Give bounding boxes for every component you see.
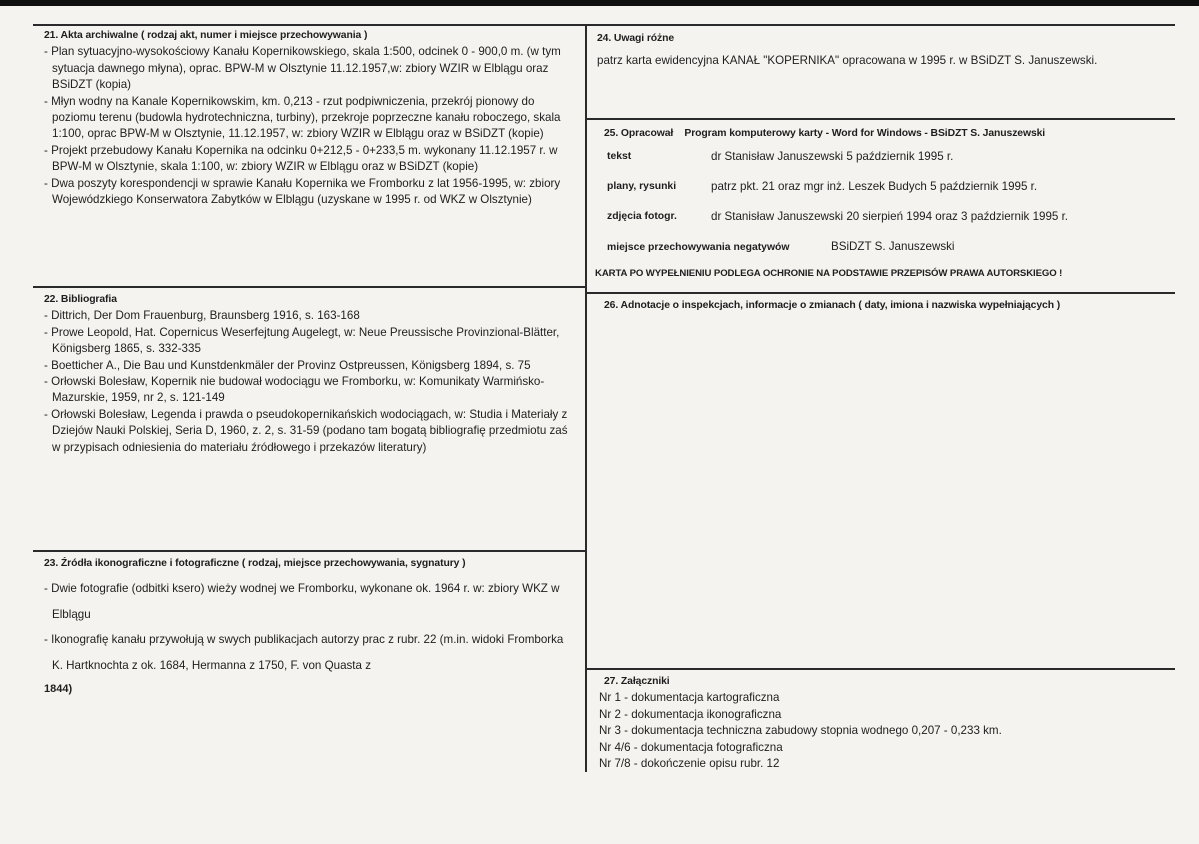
section-27-title: 27. Załączniki bbox=[604, 676, 670, 687]
section-25-header bbox=[604, 126, 1045, 139]
grid-line-top bbox=[33, 24, 1175, 26]
attachment-item: Nr 7/8 - dokończenie opisu rubr. 12 bbox=[599, 757, 780, 771]
grid-line-left-2 bbox=[33, 550, 586, 552]
list-item: - Plan sytuacyjno-wysokościowy Kanału Kopernikowskiego, skala 1:500, odcinek 0 - 900,0 m. (w tym sytuacja dawnego młyna), oprac. BPW-M w Olsztynie 11.12.1957,w: zbiory WZIR w Elblągu oraz BSiDZT (kopia) bbox=[44, 44, 576, 93]
list-item: - Młyn wodny na Kanale Kopernikowskim, km. 0,213 - rzut podpiwniczenia, przekrój pionowy do poziomu terenu (budowla hydrotechniczna, turbiny), przekroje poprzeczne kanału roboczego, skala 1:100, oprac BPW-M w Olsztynie, 11.12.1957, w: zbiory WZIR w Elblągu oraz w BSiDZT (kopie) bbox=[44, 94, 576, 143]
list-item: - Orłowski Bolesław, Legenda i prawda o pseudokopernikańskich wodociągach, w: Studia i Materiały z Dziejów Nauki Polskiej, Seria D, 1960, z. 2, s. 31-59 (podano tam bogatą bibliografię przedmiotu zaś w przypisach odniesienia do materiału źródłowego i przekazów literatury) bbox=[44, 407, 576, 456]
list-item: - Projekt przebudowy Kanału Kopernika na odcinku 0+212,5 - 0+233,5 m. wykonany 11.12.1957 r. w BPW-M w Olsztynie, skala 1:100, w: zbiory WZIR w Elblągu oraz w BSiDZT (kopie) bbox=[44, 143, 576, 176]
scan-border bbox=[0, 0, 1199, 6]
list-item-continuation: 1844) bbox=[44, 683, 73, 696]
list-item: - Prowe Leopold, Hat. Copernicus Weserfejtung Augelegt, w: Neue Preussische Provinzional-Blätter, Königsberg 1865, s. 332-335 bbox=[44, 325, 576, 358]
grid-line-left-1 bbox=[33, 286, 586, 288]
value-negatives-location: BSiDZT S. Januszewski bbox=[831, 240, 955, 253]
grid-line-right-1 bbox=[586, 118, 1175, 120]
attachment-item: Nr 1 - dokumentacja kartograficzna bbox=[599, 691, 780, 705]
remarks-text: patrz karta ewidencyjna KANAŁ "KOPERNIKA" opracowana w 1995 r. w BSiDZT S. Januszewski. bbox=[597, 54, 1098, 68]
label-plans: plany, rysunki bbox=[607, 181, 677, 192]
label-text: tekst bbox=[607, 151, 632, 162]
section-inspection-notes bbox=[604, 298, 1170, 314]
section-attachments bbox=[599, 674, 1165, 772]
section-iconographic-sources bbox=[44, 556, 576, 700]
list-item: - Boetticher A., Die Bau und Kunstdenkmäler der Provinz Ostpreussen, Königsberg 1894, s. 75 bbox=[44, 358, 576, 374]
grid-line-center bbox=[585, 24, 587, 772]
attachment-item: Nr 4/6 - dokumentacja fotograficzna bbox=[599, 740, 783, 754]
software-info: Program komputerowy karty - Word for Windows - BSiDZT S. Januszewski bbox=[684, 128, 1046, 139]
section-24-title: 24. Uwagi różne bbox=[597, 33, 675, 44]
grid-line-right-3 bbox=[586, 668, 1175, 670]
section-archival-records bbox=[44, 28, 576, 208]
value-text: dr Stanisław Januszewski 5 październik 1995 r. bbox=[711, 150, 954, 163]
list-item: - Ikonografię kanału przywołują w swych publikacjach autorzy prac z rubr. 22 (m.in. widoki Fromborka K. Hartknochta z ok. 1684, Hermanna z 1750, F. von Quasta z bbox=[44, 627, 576, 678]
grid-line-right-2 bbox=[586, 292, 1175, 294]
section-22-title: 22. Bibliografia bbox=[44, 294, 117, 305]
value-photos: dr Stanisław Januszewski 20 sierpień 1994 oraz 3 październik 1995 r. bbox=[711, 210, 1069, 223]
section-23-title: 23. Źródła ikonograficzne i fotograficzne ( rodzaj, miejsce przechowywania, sygnatury ) bbox=[44, 558, 466, 569]
list-item: - Orłowski Bolesław, Kopernik nie budował wodociągu we Fromborku, w: Komunikaty Warmińsko-Mazurskie, 1959, nr 2, s. 121-149 bbox=[44, 374, 576, 407]
attachment-item: Nr 2 - dokumentacja ikonograficzna bbox=[599, 707, 782, 721]
list-item: - Dwie fotografie (odbitki ksero) wieży wodnej we Fromborku, wykonane ok. 1964 r. w: zbiory WKZ w Elblągu bbox=[44, 576, 576, 627]
section-26-title: 26. Adnotacje o inspekcjach, informacje o zmianach ( daty, imiona i nazwiska wypełniających ) bbox=[604, 300, 1061, 311]
section-25-title: 25. Opracował bbox=[604, 128, 674, 139]
attachment-item: Nr 3 - dokumentacja techniczna zabudowy stopnia wodnego 0,207 - 0,233 km. bbox=[599, 724, 1002, 738]
section-remarks bbox=[597, 31, 1163, 70]
list-item: - Dittrich, Der Dom Frauenburg, Braunsberg 1916, s. 163-168 bbox=[44, 308, 576, 324]
value-plans: patrz pkt. 21 oraz mgr inż. Leszek Budych 5 październik 1995 r. bbox=[711, 180, 1038, 193]
list-item: - Dwa poszyty korespondencji w sprawie Kanału Kopernika we Fromborku z lat 1956-1995, w: zbiory Wojewódzkiego Konserwatora Zabytków w Elblągu (uzyskane w 1995 r. od WKZ w Olsztynie) bbox=[44, 176, 576, 209]
section-bibliography bbox=[44, 292, 576, 456]
label-photos: zdjęcia fotogr. bbox=[607, 211, 677, 222]
label-negatives-location: miejsce przechowywania negatywów bbox=[607, 242, 790, 253]
section-21-title: 21. Akta archiwalne ( rodzaj akt, numer i miejsce przechowywania ) bbox=[44, 30, 368, 41]
copyright-warning: KARTA PO WYPEŁNIENIU PODLEGA OCHRONIE NA PODSTAWIE PRZEPISÓW PRAWA AUTORSKIEGO ! bbox=[595, 268, 1063, 279]
